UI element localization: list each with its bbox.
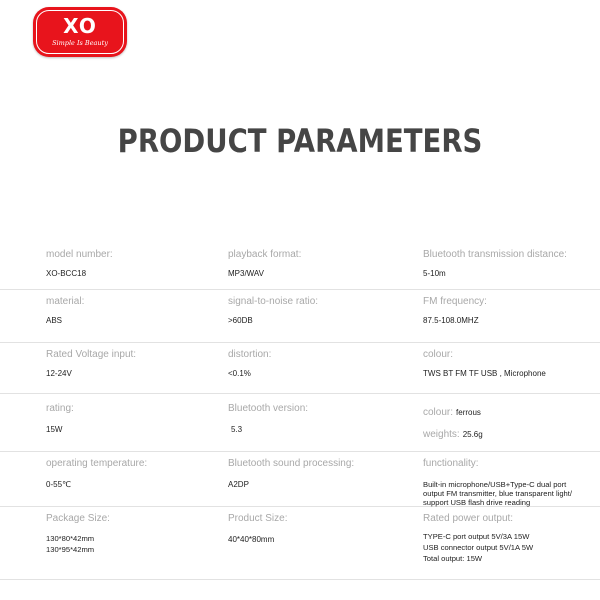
param-value-line: support USB flash drive reading <box>423 498 531 507</box>
param-value: 5-10m <box>423 269 446 278</box>
param-rated-power <box>423 507 598 579</box>
param-label: Bluetooth transmission distance: <box>423 249 567 260</box>
param-value: 5.3 <box>231 425 243 434</box>
parameters-table <box>0 243 600 580</box>
param-label: signal-to-noise ratio: <box>228 296 319 307</box>
param-colour <box>423 343 598 393</box>
param-label: Package Size: <box>46 513 110 524</box>
param-label: distortion: <box>228 349 272 360</box>
param-label: material: <box>46 296 85 307</box>
param-colour-weights <box>423 394 598 451</box>
param-value-line: TYPE-C port output 5V/3A 15W <box>423 532 530 541</box>
param-label: playback format: <box>228 249 302 260</box>
param-value-line: USB connector output 5V/1A 5W <box>423 543 534 552</box>
logo-letters: XO <box>63 14 97 38</box>
param-value: 0-55℃ <box>46 480 71 489</box>
table-row <box>0 343 600 394</box>
param-value-line: 130*95*42mm <box>46 545 95 554</box>
param-value: 12-24V <box>46 369 72 378</box>
param-label: operating temperature: <box>46 458 148 469</box>
table-row <box>0 452 600 507</box>
param-material <box>46 290 216 342</box>
param-label: weights: <box>423 429 460 440</box>
param-label: rating: <box>46 403 74 414</box>
param-value-line: output FM transmitter, blue transparent light/ <box>423 489 572 498</box>
param-value-lines <box>46 533 94 555</box>
param-value: 25.6g <box>462 430 483 439</box>
param-bt-sound <box>228 452 408 506</box>
param-label: colour: <box>423 349 454 360</box>
param-functionality <box>423 452 598 506</box>
param-package-size <box>46 507 216 579</box>
param-rating <box>46 394 216 451</box>
param-model-number <box>46 243 216 289</box>
param-fm-frequency <box>423 290 598 342</box>
param-value: ABS <box>46 316 63 325</box>
param-value-line: Built-in microphone/USB+Type-C dual port <box>423 480 567 489</box>
param-label: functionality: <box>423 458 479 469</box>
param-value: 15W <box>46 425 63 434</box>
param-bt-distance <box>423 243 598 289</box>
param-label: Bluetooth version: <box>228 403 309 414</box>
param-value: 40*40*80mm <box>228 535 275 544</box>
param-value: XO-BCC18 <box>46 269 87 278</box>
param-label: Bluetooth sound processing: <box>228 458 355 469</box>
param-bt-version <box>228 394 408 451</box>
param-value-line: Total output: 15W <box>423 554 483 563</box>
param-playback-format <box>228 243 408 289</box>
table-row <box>0 290 600 343</box>
param-label: model number: <box>46 249 113 260</box>
param-label: FM frequency: <box>423 296 487 307</box>
param-operating-temp <box>46 452 216 506</box>
param-value-lines <box>423 480 572 507</box>
param-value: MP3/WAV <box>228 269 265 278</box>
param-label: colour: <box>423 407 454 418</box>
param-label: Product Size: <box>228 513 288 524</box>
logo-tagline: Simple Is Beauty <box>52 39 108 47</box>
param-rated-voltage <box>46 343 216 393</box>
param-snr <box>228 290 408 342</box>
brand-logo <box>33 7 127 57</box>
param-value-lines <box>423 531 533 564</box>
table-row <box>0 507 600 580</box>
param-distortion <box>228 343 408 393</box>
param-value-line: 130*80*42mm <box>46 534 95 543</box>
param-value: <0.1% <box>228 369 251 378</box>
param-value: TWS BT FM TF USB , Microphone <box>423 369 546 378</box>
param-label: Rated Voltage input: <box>46 349 137 360</box>
param-product-size <box>228 507 408 579</box>
param-value: 87.5-108.0MHZ <box>423 316 479 325</box>
param-value: A2DP <box>228 480 249 489</box>
param-weights <box>423 429 483 441</box>
page-title: PRODUCT PARAMETERS <box>117 122 483 160</box>
param-colour-2 <box>423 407 481 419</box>
param-label: Rated power output: <box>423 513 514 524</box>
param-value: ferrous <box>456 408 481 417</box>
table-row <box>0 243 600 290</box>
param-value: >60DB <box>228 316 253 325</box>
table-row <box>0 394 600 452</box>
